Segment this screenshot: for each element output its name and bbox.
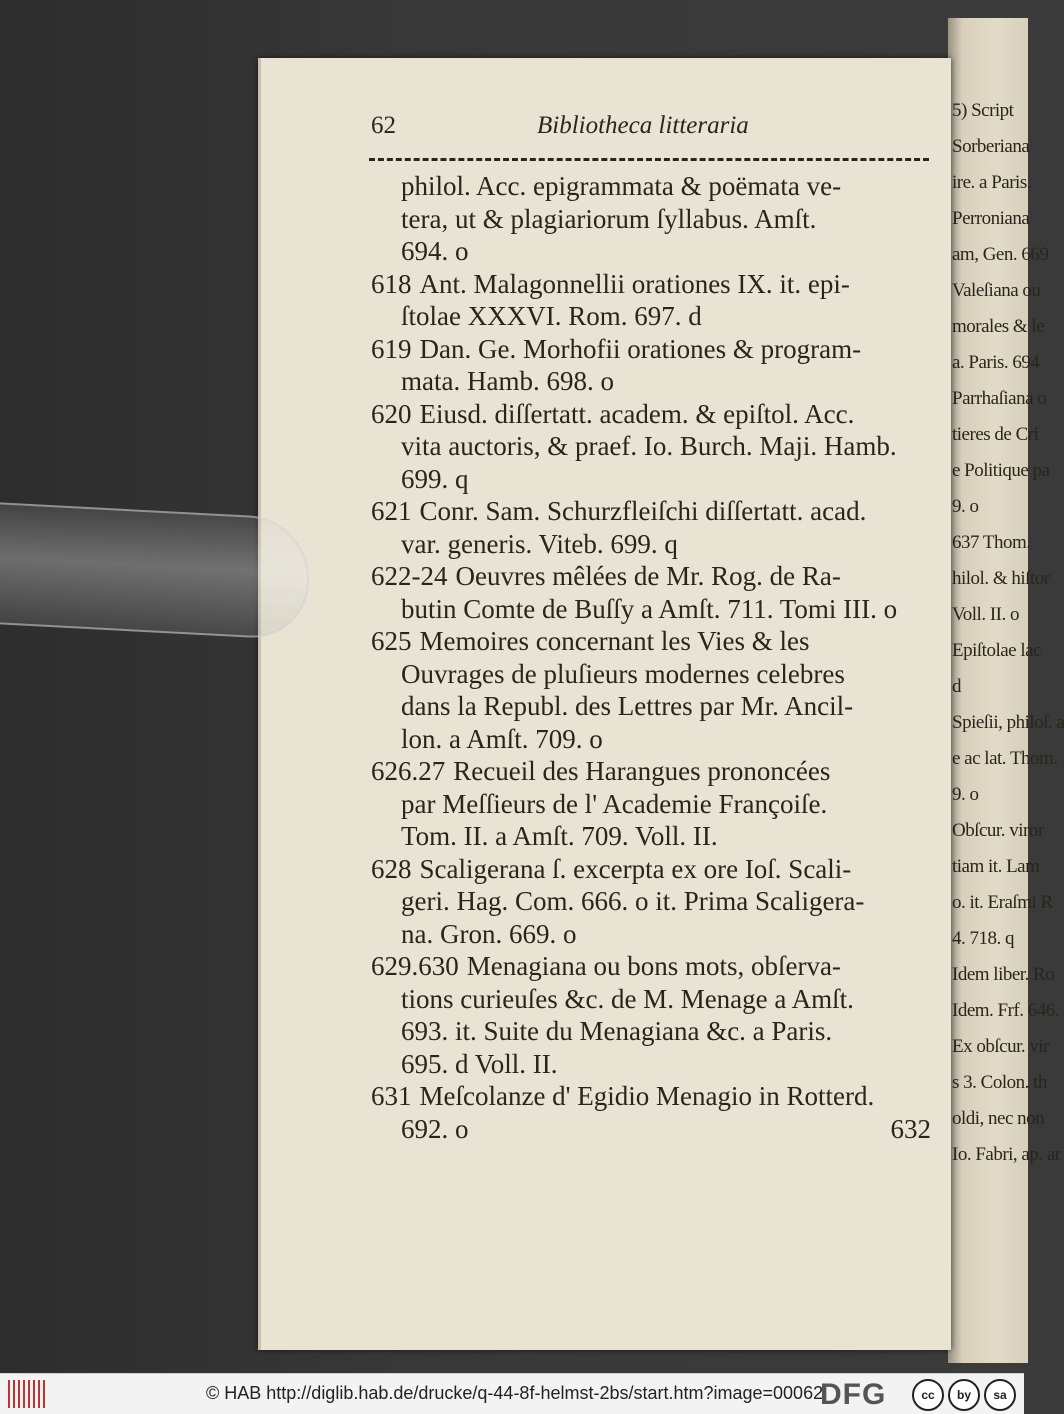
facing-page-line: Voll. II. o: [952, 604, 1019, 625]
facing-page-line: tiam it. Lam: [952, 856, 1040, 877]
entry-line: Tom. II. a Amſt. 709. Voll. II.: [401, 821, 718, 851]
entry-number: 619: [371, 333, 412, 364]
facing-page-line: hilol. & hiſtor: [952, 568, 1050, 589]
facing-page-line: Ex obſcur. vir: [952, 1036, 1049, 1057]
entry-line: tera, ut & plagiariorum ſyllabus. Amſt.: [401, 203, 817, 234]
facing-page-line: Sorberiana: [952, 136, 1030, 157]
by-icon: by: [948, 1379, 980, 1411]
entry-line: var. generis. Viteb. 699. q: [401, 528, 678, 559]
catalog-entry: [371, 170, 931, 268]
entry-number: 620: [371, 398, 412, 429]
entry-number: 622-24: [371, 561, 448, 591]
facing-page-line: 637 Thom.: [952, 532, 1031, 553]
facing-page-line: e ac lat. Thom.: [952, 748, 1058, 769]
entry-line: na. Gron. 669. o: [401, 918, 577, 949]
entry-line: 695. d Voll. II.: [401, 1048, 558, 1079]
catchword: 632: [890, 1113, 931, 1144]
catalog-entry: [371, 755, 931, 853]
page-clip: [0, 501, 309, 640]
entry-line: tions curieuſes &c. de M. Menage a Amſt.: [401, 983, 854, 1014]
catalog-entry: [371, 268, 931, 333]
entry-line: Conr. Sam. Schurzfleiſchi diſſertatt. acad.: [419, 496, 867, 526]
entry-line: geri. Hag. Com. 666. o it. Prima Scaligera-: [401, 886, 865, 916]
catalog-entry: [371, 560, 931, 625]
facing-page-line: 5) Script: [952, 100, 1014, 121]
entry-line: ſtolae XXXVI. Rom. 697. d: [401, 301, 702, 331]
facing-page-line: oldi, nec non: [952, 1108, 1045, 1129]
entry-line: mata. Hamb. 698. o: [401, 366, 614, 396]
facing-page-line: Valeſiana ou: [952, 280, 1041, 301]
viewer-footer-bar: [0, 1373, 1024, 1414]
entry-line: Ant. Malagonnellii orationes IX. it. epi-: [419, 268, 850, 299]
facing-page-line: Obſcur. viror: [952, 820, 1044, 841]
copyright-link[interactable]: © HAB http://diglib.hab.de/drucke/q-44-8f-helmst-2bs/start.htm?image=00062: [206, 1383, 824, 1403]
entry-line: 693. it. Suite du Menagiana &c. a Paris.: [401, 1016, 833, 1046]
catalog-entry: [371, 398, 931, 496]
hab-logo-icon: [8, 1380, 48, 1408]
entry-line: Oeuvres mêlées de Mr. Rog. de Ra-: [455, 561, 841, 591]
entry-line: butin Comte de Buſſy a Amſt. 711. Tomi III. o: [401, 593, 898, 624]
facing-page-line: a. Paris. 694: [952, 352, 1040, 373]
entry-line: 694. o: [401, 236, 469, 266]
facing-page-line: d: [952, 676, 961, 697]
catalog-entry: [371, 1080, 931, 1113]
entry-line: Menagiana ou bons mots, obſerva-: [466, 951, 841, 981]
entry-line: Ouvrages de pluſieurs modernes celebres: [401, 658, 845, 689]
facing-page-line: Perroniana: [952, 208, 1030, 229]
catalog-entry: [371, 625, 931, 755]
page-footer: [371, 1113, 931, 1145]
running-title: Bibliotheca litteraria: [537, 112, 749, 139]
entry-line: Meſcolanze d' Egidio Menagio in Rotterd.: [419, 1081, 875, 1111]
facing-page-line: Io. Fabri, ap. ar: [952, 1144, 1061, 1165]
facing-page-line: Spieſii, philoſ. a: [952, 712, 1064, 733]
facing-page-line: am, Gen. 669: [952, 244, 1049, 265]
entry-line: par Meſſieurs de l' Academie Françoiſe.: [401, 788, 828, 819]
entry-line: vita auctoris, & praef. Io. Burch. Maji. Hamb.: [401, 431, 897, 461]
entry-number: 629.630: [371, 951, 459, 981]
cc-icon: cc: [912, 1379, 944, 1411]
facing-page-line: Idem liber. Ro: [952, 964, 1055, 985]
entry-number: 628: [371, 853, 412, 884]
entry-line: Recueil des Harangues prononcées: [453, 756, 831, 786]
entry-line: Eiusd. diſſertatt. academ. & epiſtol. Acc.: [419, 398, 855, 429]
facing-page-line: e Politique pa: [952, 460, 1050, 481]
facing-page: [948, 18, 1064, 1363]
entry-line: Memoires concernant les Vies & les: [419, 626, 810, 656]
facing-page-line: Idem. Frf. 646.: [952, 1000, 1060, 1021]
facing-page-line: 4. 718. q: [952, 928, 1014, 949]
facing-page-line: Parrhaſiana o: [952, 388, 1047, 409]
entry-list: [371, 170, 931, 1145]
entry-line: philol. Acc. epigrammata & poëmata ve-: [401, 171, 842, 201]
book-page: [258, 58, 951, 1350]
catalog-entry: [371, 495, 931, 560]
facing-page-line: o. it. Eraſmi R: [952, 892, 1053, 913]
facing-page-line: ire. a Paris.: [952, 172, 1031, 193]
facing-page-line: tieres de Cri: [952, 424, 1039, 445]
entry-line: Dan. Ge. Morhofii orationes & program-: [419, 333, 862, 364]
catalog-entry: [371, 950, 931, 1080]
entry-number: 625: [371, 626, 412, 656]
page-number: 62: [371, 112, 396, 139]
entry-line: lon. a Amſt. 709. o: [401, 723, 603, 754]
header-rule: [369, 158, 929, 164]
catalog-entry: [371, 853, 931, 951]
facing-page-line: s 3. Colon. th: [952, 1072, 1047, 1093]
sa-icon: sa: [984, 1379, 1016, 1411]
entry-line: 692. o: [401, 1113, 469, 1144]
cc-license-icons[interactable]: [912, 1378, 1016, 1410]
entry-line: dans la Republ. des Lettres par Mr. Ancil-: [401, 691, 854, 721]
entry-number: 631: [371, 1081, 412, 1111]
entry-number: 618: [371, 268, 412, 299]
facing-page-line: 9. o: [952, 496, 979, 517]
entry-number: 626.27: [371, 756, 446, 786]
entry-line: Scaligerana ſ. excerpta ex ore Ioſ. Scali-: [419, 853, 852, 884]
dfg-logo: DFG: [820, 1378, 887, 1411]
facing-page-line: 9. o: [952, 784, 979, 805]
facing-page-line: morales & le: [952, 316, 1045, 337]
facing-page-line: Epiſtolae lac: [952, 640, 1041, 661]
entry-line: 699. q: [401, 463, 469, 494]
entry-number: 621: [371, 496, 412, 526]
catalog-entry: [371, 333, 931, 398]
